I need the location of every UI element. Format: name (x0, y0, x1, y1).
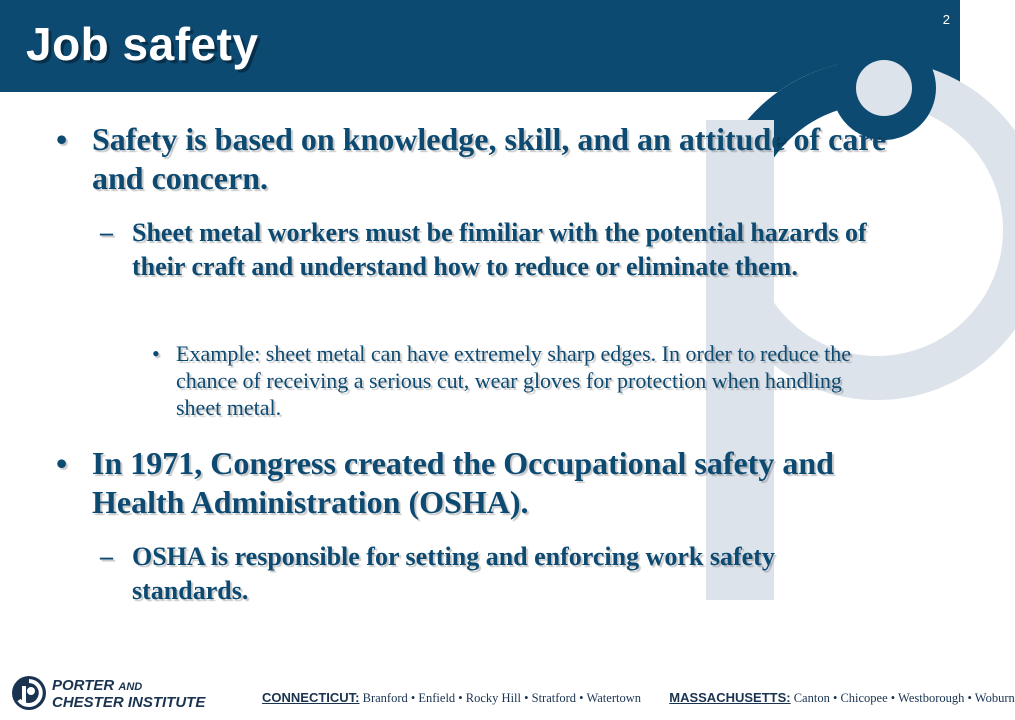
dash-bullet-icon: – (100, 542, 113, 571)
bullet-dot-icon: • (56, 445, 68, 481)
institute-name-line2: CHESTER INSTITUTE (52, 694, 206, 711)
bullet-dot-icon: • (56, 121, 68, 157)
sub-sub-bullet-text: Example: sheet metal can have extremely sharp edges. In order to reduce the chance of receiving a serious cut, wear gloves for protection when handling sheet metal. (176, 341, 851, 420)
sub-bullet-text: Sheet metal workers must be fimiliar with the potential hazards of their craft and understand how to reduce or eliminate them. (132, 218, 867, 281)
sub-sub-bullet-item (152, 340, 874, 421)
connecticut-label: CONNECTICUT: (262, 690, 360, 705)
campus-locations (262, 690, 1015, 706)
sub-bullet-item (100, 216, 880, 284)
bullet-text: Safety is based on knowledge, skill, and an attitude of care and concern. (92, 121, 887, 196)
sub-bullet-item (100, 540, 880, 608)
institute-name-line1: PORTER AND (52, 677, 143, 694)
massachusetts-locations: Canton • Chicopee • Westborough • Woburn (793, 691, 1015, 705)
slide-title: Job safety (26, 18, 259, 70)
dash-bullet-icon: – (100, 218, 113, 247)
footer (0, 668, 1015, 720)
bullet-item (56, 120, 906, 198)
bullet-text: In 1971, Congress created the Occupational safety and Health Administration (OSHA). (92, 445, 834, 520)
page-number: 2 (942, 12, 950, 27)
massachusetts-label: MASSACHUSETTS: (669, 690, 791, 705)
sub-bullet-text: OSHA is responsible for setting and enforcing work safety standards. (132, 542, 775, 605)
bullet-item (56, 444, 906, 522)
institute-logo-icon (10, 674, 48, 712)
connecticut-locations: Branford • Enfield • Rocky Hill • Stratford • Watertown (362, 691, 641, 705)
institute-name (52, 678, 205, 710)
bullet-dot-icon: • (152, 341, 160, 366)
